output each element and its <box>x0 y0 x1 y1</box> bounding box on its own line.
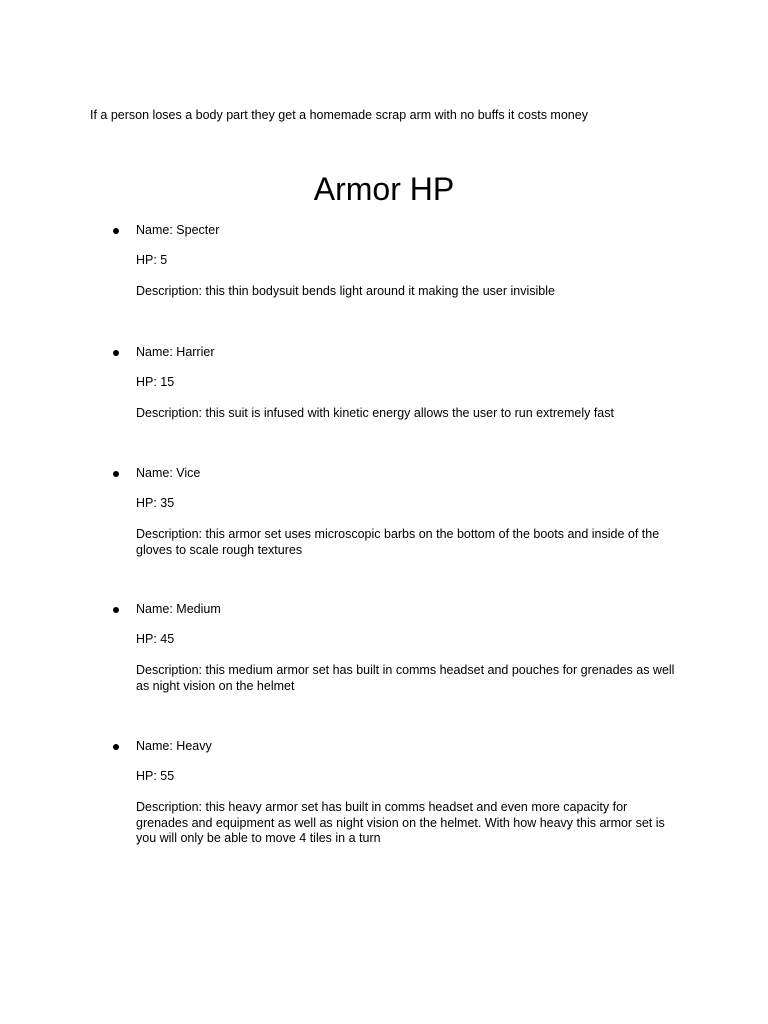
bullet-icon <box>113 350 119 356</box>
armor-description: Description: this heavy armor set has built in comms headset and even more capacity for grenades and equipment as well as night vision on the helmet. With how heavy this armor set is you will only be able to move 4 tiles in a turn <box>136 800 665 845</box>
bullet-icon <box>113 471 119 477</box>
armor-hp: HP: 55 <box>136 769 175 783</box>
armor-name: Name: Heavy <box>136 739 212 753</box>
bullet-icon <box>113 607 119 613</box>
armor-name: Name: Medium <box>136 602 221 616</box>
armor-description: Description: this suit is infused with kinetic energy allows the user to run extremely fast <box>136 406 614 420</box>
armor-hp: HP: 5 <box>136 253 168 267</box>
bullet-icon <box>113 744 119 750</box>
armor-description: Description: this medium armor set has built in comms headset and pouches for grenades as well as night vision on the helmet <box>136 663 675 693</box>
armor-description: Description: this thin bodysuit bends light around it making the user invisible <box>136 284 555 298</box>
armor-hp: HP: 15 <box>136 375 175 389</box>
armor-name: Name: Harrier <box>136 345 215 359</box>
armor-name: Name: Specter <box>136 223 220 237</box>
armor-hp: HP: 35 <box>136 496 175 510</box>
page-title: Armor HP <box>313 171 455 207</box>
armor-hp: HP: 45 <box>136 632 175 646</box>
armor-description: Description: this armor set uses microscopic barbs on the bottom of the boots and inside of the gloves to scale rough textures <box>136 527 660 557</box>
bullet-icon <box>113 228 119 234</box>
armor-name: Name: Vice <box>136 466 201 480</box>
intro-paragraph: If a person loses a body part they get a homemade scrap arm with no buffs it costs money <box>90 108 588 122</box>
